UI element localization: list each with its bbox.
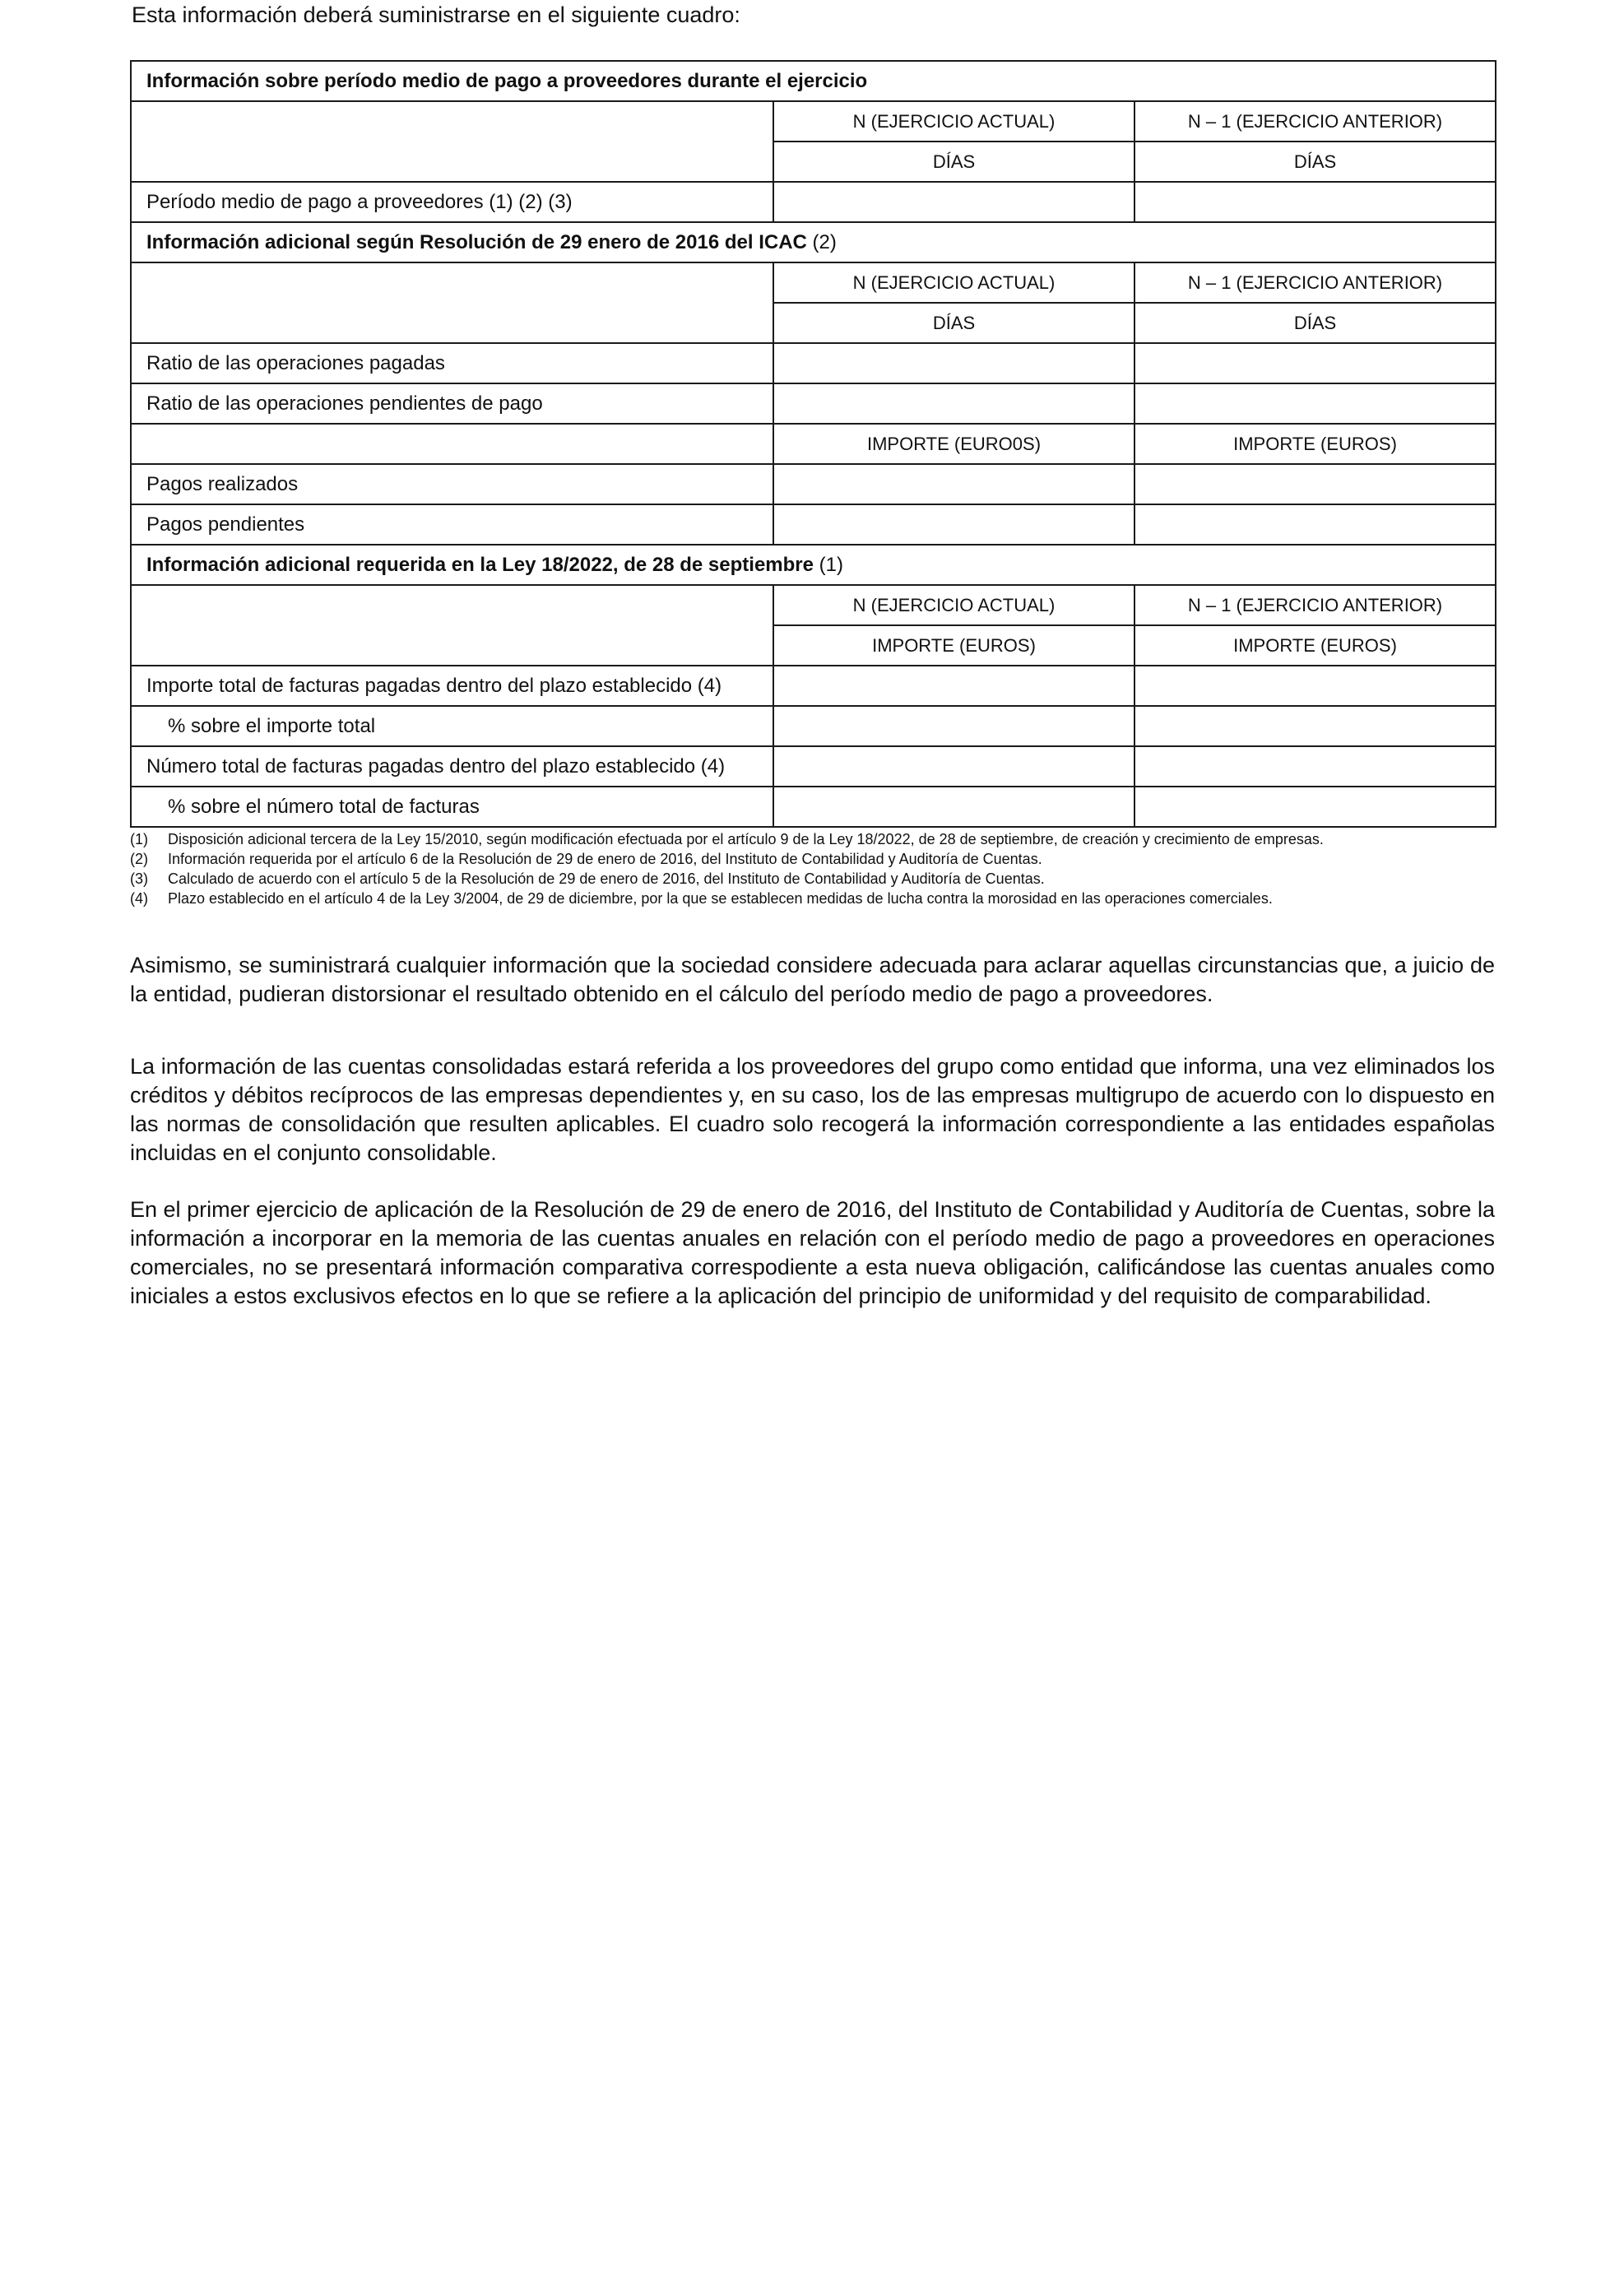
row-label: Importe total de facturas pagadas dentro del plazo establecido (4) xyxy=(131,666,773,706)
section-title xyxy=(131,545,1496,585)
footnote-text: Calculado de acuerdo con el artículo 5 de la Resolución de 29 de enero de 2016, del Instituto de Contabilidad y Auditoría de Cuentas. xyxy=(168,870,1045,887)
value-cell xyxy=(1134,182,1496,222)
footnote-text: Disposición adicional tercera de la Ley 15/2010, según modificación efectuada por el artículo 9 de la Ley 18/2022, de 28 de septiembre, de creación y crecimiento de empresas. xyxy=(168,831,1324,847)
table-row xyxy=(131,343,1496,383)
unit-header: IMPORTE (EUROS) xyxy=(1134,625,1496,666)
unit-header: IMPORTE (EUROS) xyxy=(1134,424,1496,464)
value-cell xyxy=(773,464,1134,504)
row-label: Ratio de las operaciones pagadas xyxy=(131,343,773,383)
value-cell xyxy=(1134,666,1496,706)
table-row xyxy=(131,182,1496,222)
row-label: % sobre el importe total xyxy=(131,706,773,746)
column-header: N (EJERCICIO ACTUAL) xyxy=(773,101,1134,142)
value-cell xyxy=(773,787,1134,827)
value-cell xyxy=(773,746,1134,787)
empty-cell xyxy=(131,585,773,666)
value-cell xyxy=(773,343,1134,383)
footnote-number: (3) xyxy=(130,870,148,887)
row-label: Pagos realizados xyxy=(131,464,773,504)
body-paragraph: La información de las cuentas consolidadas estará referida a los proveedores del grupo como entidad que informa, una vez eliminados los créditos y débitos recíprocos de las empresas dependientes y, en su caso, los de las empresas multigrupo de acuerdo con lo dispuesto en las normas de consolidación que resulten aplicables. El cuadro solo recogerá la información correspondiente a las entidades españolas incluidas en el conjunto consolidable. xyxy=(130,1054,1495,1165)
footnote-number: (4) xyxy=(130,890,148,907)
value-cell xyxy=(773,706,1134,746)
intro-text: Esta información deberá suministrarse en el siguiente cuadro: xyxy=(132,2,740,27)
value-cell xyxy=(1134,706,1496,746)
value-cell xyxy=(1134,464,1496,504)
footnote xyxy=(130,829,1512,849)
value-cell xyxy=(1134,383,1496,424)
table-row xyxy=(131,262,1496,303)
row-label: Pagos pendientes xyxy=(131,504,773,545)
footnote xyxy=(130,869,1512,889)
table-row xyxy=(131,61,1496,101)
table-row xyxy=(131,101,1496,142)
empty-cell xyxy=(131,262,773,343)
column-header: N – 1 (EJERCICIO ANTERIOR) xyxy=(1134,585,1496,625)
value-cell xyxy=(1134,343,1496,383)
footnote-number: (1) xyxy=(130,831,148,847)
row-label: % sobre el número total de facturas xyxy=(131,787,773,827)
footnote-text: Plazo establecido en el artículo 4 de la Ley 3/2004, de 29 de diciembre, por la que se establecen medidas de lucha contra la morosidad en las operaciones comerciales. xyxy=(168,890,1273,907)
unit-header: IMPORTE (EURO0S) xyxy=(773,424,1134,464)
value-cell xyxy=(1134,504,1496,545)
table-row xyxy=(131,585,1496,625)
table-row xyxy=(131,787,1496,827)
payment-period-table xyxy=(130,60,1496,828)
section-title-text: Información adicional según Resolución de 29 enero de 2016 del ICAC xyxy=(146,230,807,253)
empty-cell xyxy=(131,101,773,182)
unit-header: DÍAS xyxy=(1134,142,1496,182)
unit-header: IMPORTE (EUROS) xyxy=(773,625,1134,666)
value-cell xyxy=(773,666,1134,706)
row-label: Ratio de las operaciones pendientes de pago xyxy=(131,383,773,424)
unit-header: DÍAS xyxy=(773,303,1134,343)
section-title-text: Información adicional requerida en la Ley 18/2022, de 28 de septiembre xyxy=(146,553,814,576)
value-cell xyxy=(773,504,1134,545)
row-label: Período medio de pago a proveedores (1) (2) (3) xyxy=(131,182,773,222)
value-cell xyxy=(1134,746,1496,787)
value-cell xyxy=(1134,787,1496,827)
body-paragraph: Asimismo, se suministrará cualquier información que la sociedad considere adecuada para aclarar aquellas circunstancias que, a juicio de la entidad, pudieran distorsionar el resultado obtenido en el cálculo del período medio de pago a proveedores. xyxy=(130,953,1495,1006)
table-row xyxy=(131,464,1496,504)
section-title-ref: (1) xyxy=(819,553,843,576)
unit-header: DÍAS xyxy=(1134,303,1496,343)
table-row xyxy=(131,504,1496,545)
section-title xyxy=(131,222,1496,262)
table-row xyxy=(131,666,1496,706)
footnote-number: (2) xyxy=(130,851,148,867)
column-header: N – 1 (EJERCICIO ANTERIOR) xyxy=(1134,262,1496,303)
unit-header: DÍAS xyxy=(773,142,1134,182)
footnote xyxy=(130,849,1512,869)
value-cell xyxy=(773,383,1134,424)
table-row xyxy=(131,706,1496,746)
table-row xyxy=(131,746,1496,787)
table-row xyxy=(131,222,1496,262)
empty-cell xyxy=(131,424,773,464)
column-header: N – 1 (EJERCICIO ANTERIOR) xyxy=(1134,101,1496,142)
section-title: Información sobre período medio de pago a proveedores durante el ejercicio xyxy=(131,61,1496,101)
column-header: N (EJERCICIO ACTUAL) xyxy=(773,585,1134,625)
footnotes xyxy=(130,829,1512,908)
table-row xyxy=(131,545,1496,585)
body-paragraph: En el primer ejercicio de aplicación de la Resolución de 29 de enero de 2016, del Instituto de Contabilidad y Auditoría de Cuentas, sobre la información a incorporar en la memoria de las cuentas anuales en relación con el período medio de pago a proveedores en operaciones comerciales, no se presentará información comparativa correspodiente a esta nueva obligación, calificándose las cuentas anuales como iniciales a estos exclusivos efectos en lo que se refiere a la aplicación del principio de uniformidad y del requisito de comparabilidad. xyxy=(130,1197,1495,1308)
table-row xyxy=(131,383,1496,424)
row-label: Número total de facturas pagadas dentro del plazo establecido (4) xyxy=(131,746,773,787)
table-row xyxy=(131,424,1496,464)
section-title-ref: (2) xyxy=(812,230,837,253)
value-cell xyxy=(773,182,1134,222)
footnote xyxy=(130,889,1512,908)
footnote-text: Información requerida por el artículo 6 de la Resolución de 29 de enero de 2016, del Instituto de Contabilidad y Auditoría de Cuentas. xyxy=(168,851,1042,867)
column-header: N (EJERCICIO ACTUAL) xyxy=(773,262,1134,303)
